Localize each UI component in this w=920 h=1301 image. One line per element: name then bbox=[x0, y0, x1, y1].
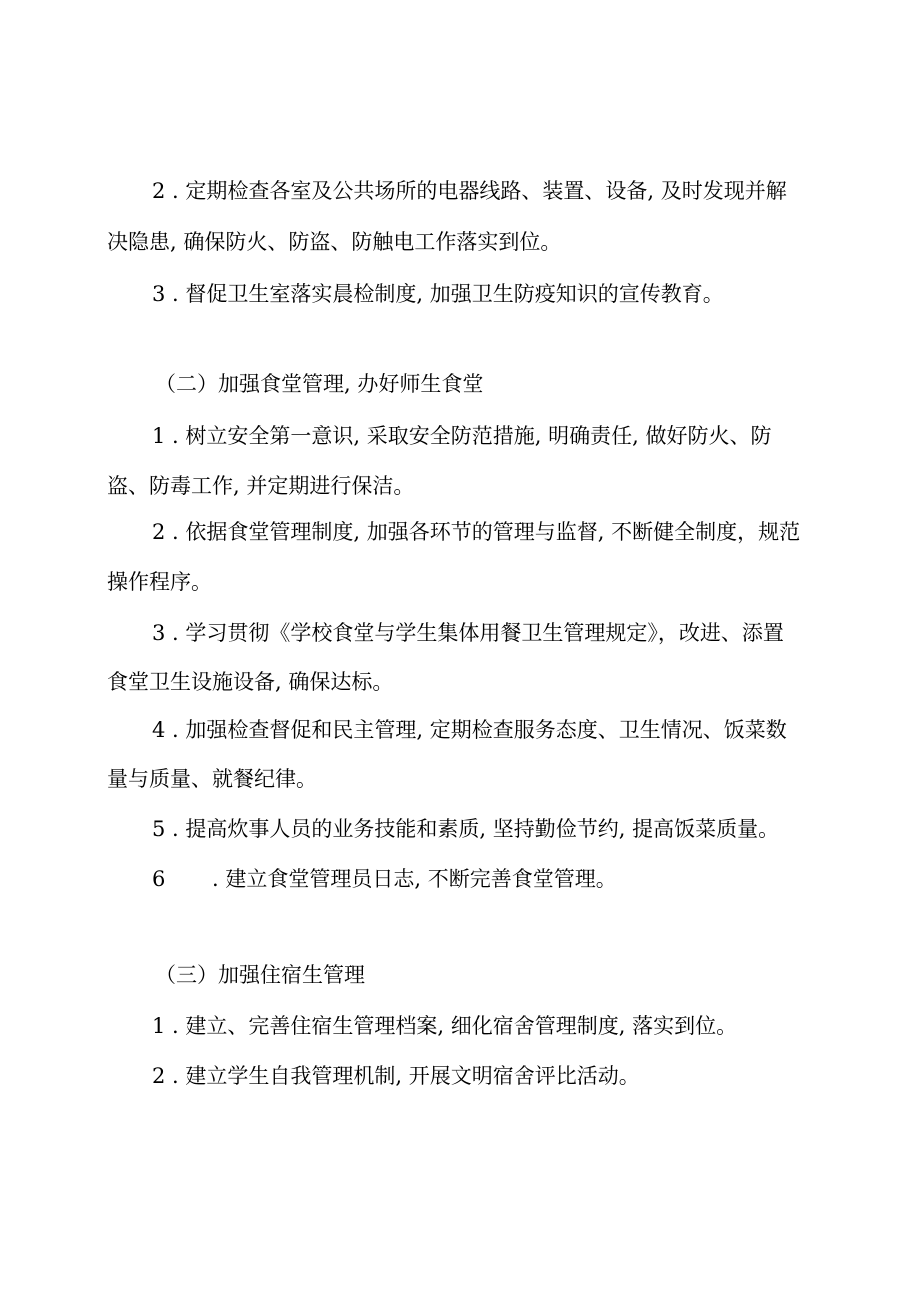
list-item-b3-line1 bbox=[152, 619, 784, 647]
list-item-b3-line2: 食堂卫生设施设备, 确保达标。 bbox=[107, 670, 394, 694]
list-item-b5-line1 bbox=[152, 815, 779, 843]
item-text: . 学习贯彻《学校食堂与学生集体用餐卫生管理规定》，改进、添置 bbox=[165, 621, 784, 645]
list-item-b6-line1 bbox=[152, 865, 617, 893]
list-item-b1-line2: 盗、防毒工作, 并定期进行保洁。 bbox=[107, 474, 415, 498]
item-number: 1 bbox=[152, 424, 166, 448]
item-number: 5 bbox=[152, 817, 166, 841]
list-item-a2-line2: 决隐患, 确保防火、防盗、防触电工作落实到位。 bbox=[107, 230, 562, 254]
list-item-a3-line1 bbox=[152, 280, 724, 308]
section-heading-b: （二）加强食堂管理, 办好师生食堂 bbox=[155, 372, 484, 396]
item-text: . 建立、完善住宿生管理档案, 细化宿舍管理制度, 落实到位。 bbox=[165, 1014, 738, 1038]
item-text: . 定期检查各室及公共场所的电器线路、装置、设备, 及时发现并解 bbox=[165, 179, 787, 203]
item-text: . 建立食堂管理员日志, 不断完善食堂管理。 bbox=[212, 867, 617, 891]
list-item-c2-line1 bbox=[152, 1062, 640, 1090]
item-number: 3 bbox=[152, 621, 166, 645]
item-number: 1 bbox=[152, 1014, 166, 1038]
list-item-b4-line1 bbox=[152, 716, 787, 744]
item-number: 3 bbox=[152, 282, 166, 306]
list-item-b1-line1 bbox=[152, 422, 771, 450]
item-number: 6 bbox=[152, 867, 166, 891]
item-text: . 建立学生自我管理机制, 开展文明宿舍评比活动。 bbox=[165, 1064, 640, 1088]
list-item-b4-line2: 量与质量、就餐纪律。 bbox=[107, 767, 317, 791]
item-text: . 督促卫生室落实晨检制度, 加强卫生防疫知识的宣传教育。 bbox=[165, 282, 724, 306]
item-number: 2 bbox=[152, 1064, 166, 1088]
list-item-c1-line1 bbox=[152, 1012, 737, 1040]
item-text: . 加强检查督促和民主管理, 定期检查服务态度、卫生情况、饭菜数 bbox=[165, 718, 787, 742]
item-number: 4 bbox=[152, 718, 166, 742]
list-item-a2-line1 bbox=[152, 177, 787, 205]
item-number: 2 bbox=[152, 179, 166, 203]
item-number: 2 bbox=[152, 520, 166, 544]
section-heading-c: （三）加强住宿生管理 bbox=[155, 963, 365, 987]
item-text: . 提高炊事人员的业务技能和素质, 坚持勤俭节约, 提高饭菜质量。 bbox=[165, 817, 780, 841]
list-item-b2-line1 bbox=[152, 518, 800, 546]
list-item-b2-line2: 操作程序。 bbox=[107, 570, 212, 594]
item-text: . 依据食堂管理制度, 加强各环节的管理与监督, 不断健全制度，规范 bbox=[165, 520, 801, 544]
item-text: . 树立安全第一意识, 采取安全防范措施, 明确责任, 做好防火、防 bbox=[165, 424, 772, 448]
